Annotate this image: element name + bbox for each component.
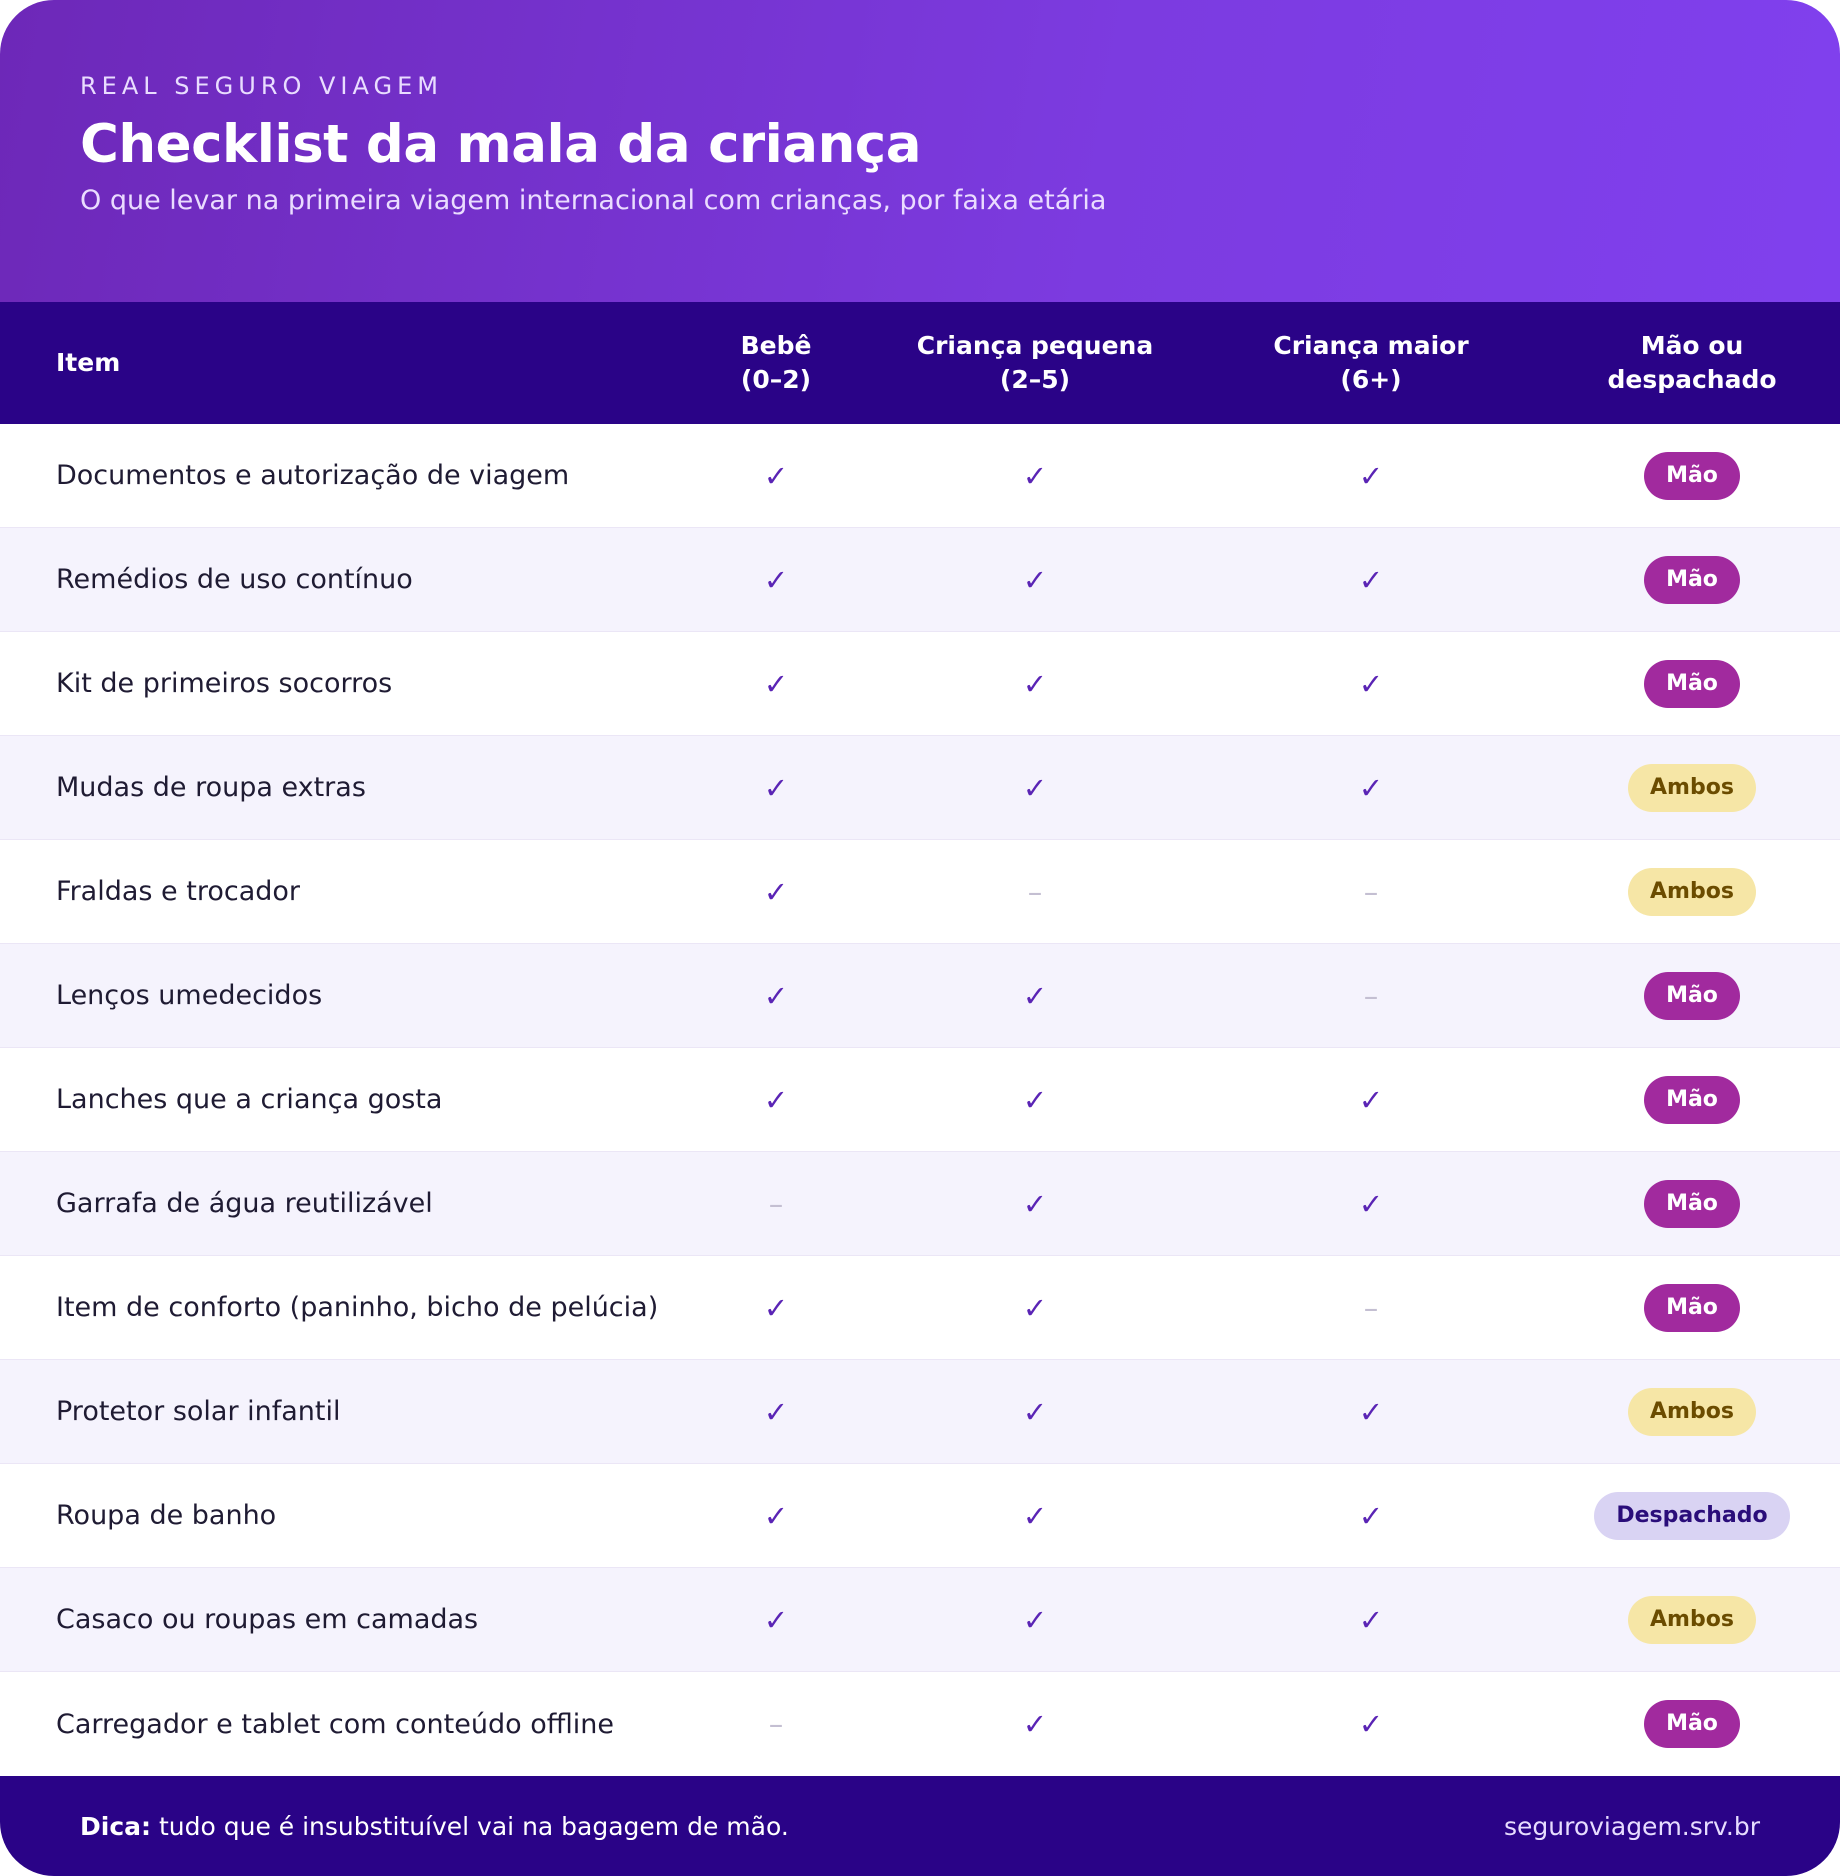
table-row bbox=[0, 944, 1840, 1048]
check-icon: ✓ bbox=[763, 1082, 789, 1117]
bag-type-cell bbox=[1544, 1596, 1840, 1644]
older-child-cell bbox=[1198, 771, 1544, 805]
older-child-cell bbox=[1198, 1083, 1544, 1117]
dash-icon: – bbox=[1363, 1290, 1379, 1325]
table-row bbox=[0, 424, 1840, 528]
check-icon: ✓ bbox=[1358, 770, 1384, 805]
check-icon: ✓ bbox=[763, 458, 789, 493]
column-header-bag-type: Mão ou despachado bbox=[1607, 331, 1777, 394]
item-name: Item de conforto (paninho, bicho de pelúcia) bbox=[56, 1292, 659, 1323]
small-child-cell bbox=[872, 1499, 1198, 1533]
bag-type-badge: Mão bbox=[1644, 556, 1740, 604]
bag-type-cell bbox=[1544, 1076, 1840, 1124]
bag-type-badge: Ambos bbox=[1628, 764, 1756, 812]
bag-type-badge: Mão bbox=[1644, 1180, 1740, 1228]
page-subtitle: O que levar na primeira viagem internacional com crianças, por faixa etária bbox=[80, 185, 1107, 216]
column-header-older-child: Criança maior (6+) bbox=[1273, 331, 1469, 394]
table-row bbox=[0, 1256, 1840, 1360]
small-child-cell bbox=[872, 875, 1198, 909]
check-icon: ✓ bbox=[1022, 666, 1048, 701]
table-row bbox=[0, 1568, 1840, 1672]
table-row bbox=[0, 1152, 1840, 1256]
hero-header bbox=[0, 0, 1840, 302]
check-icon: ✓ bbox=[1358, 458, 1384, 493]
item-name: Kit de primeiros socorros bbox=[56, 668, 393, 699]
bag-type-badge: Despachado bbox=[1594, 1492, 1789, 1540]
check-icon: ✓ bbox=[1022, 1082, 1048, 1117]
item-name: Documentos e autorização de viagem bbox=[56, 460, 570, 491]
baby-cell bbox=[680, 771, 872, 805]
bag-type-cell bbox=[1544, 868, 1840, 916]
dash-icon: – bbox=[768, 1707, 784, 1741]
check-icon: ✓ bbox=[1358, 1707, 1384, 1741]
item-name: Carregador e tablet com conteúdo offline bbox=[56, 1708, 615, 1740]
item-name: Casaco ou roupas em camadas bbox=[56, 1604, 479, 1635]
small-child-cell bbox=[872, 1707, 1198, 1741]
baby-cell bbox=[680, 979, 872, 1013]
check-icon: ✓ bbox=[1358, 1498, 1384, 1533]
baby-cell bbox=[680, 1291, 872, 1325]
bag-type-badge: Mão bbox=[1644, 1284, 1740, 1332]
small-child-cell bbox=[872, 563, 1198, 597]
older-child-cell bbox=[1198, 667, 1544, 701]
small-child-cell bbox=[872, 979, 1198, 1013]
older-child-cell bbox=[1198, 1707, 1544, 1741]
item-name: Lanches que a criança gosta bbox=[56, 1084, 443, 1115]
bag-type-badge: Mão bbox=[1644, 452, 1740, 500]
small-child-cell bbox=[872, 771, 1198, 805]
check-icon: ✓ bbox=[1022, 770, 1048, 805]
check-icon: ✓ bbox=[1022, 1602, 1048, 1637]
item-name: Garrafa de água reutilizável bbox=[56, 1188, 433, 1219]
check-icon: ✓ bbox=[763, 1394, 789, 1429]
older-child-cell bbox=[1198, 875, 1544, 909]
bag-type-badge: Ambos bbox=[1628, 868, 1756, 916]
bag-type-badge: Mão bbox=[1644, 1076, 1740, 1124]
item-name: Mudas de roupa extras bbox=[56, 772, 366, 803]
check-icon: ✓ bbox=[763, 1602, 789, 1637]
check-icon: ✓ bbox=[1022, 458, 1048, 493]
check-icon: ✓ bbox=[1358, 562, 1384, 597]
bag-type-cell bbox=[1544, 660, 1840, 708]
small-child-cell bbox=[872, 1187, 1198, 1221]
small-child-cell bbox=[872, 1395, 1198, 1429]
item-name: Roupa de banho bbox=[56, 1500, 277, 1531]
check-icon: ✓ bbox=[1022, 1290, 1048, 1325]
table-row bbox=[0, 1360, 1840, 1464]
brand-name: REAL SEGURO VIAGEM bbox=[80, 72, 443, 100]
dash-icon: – bbox=[1027, 874, 1043, 909]
older-child-cell bbox=[1198, 1291, 1544, 1325]
dash-icon: – bbox=[768, 1186, 784, 1221]
tip-text: tudo que é insubstituível vai na bagagem de mão. bbox=[158, 1811, 789, 1841]
bag-type-badge: Ambos bbox=[1628, 1596, 1756, 1644]
bag-type-cell bbox=[1544, 972, 1840, 1020]
older-child-cell bbox=[1198, 459, 1544, 493]
baby-cell bbox=[680, 875, 872, 909]
table-row bbox=[0, 840, 1840, 944]
bag-type-cell bbox=[1544, 556, 1840, 604]
older-child-cell bbox=[1198, 1603, 1544, 1637]
small-child-cell bbox=[872, 1083, 1198, 1117]
dash-icon: – bbox=[1363, 874, 1379, 909]
bag-type-cell bbox=[1544, 764, 1840, 812]
bag-type-badge: Mão bbox=[1644, 972, 1740, 1020]
table-row bbox=[0, 632, 1840, 736]
older-child-cell bbox=[1198, 563, 1544, 597]
check-icon: ✓ bbox=[1022, 1394, 1048, 1429]
bag-type-badge: Mão bbox=[1644, 1700, 1740, 1748]
check-icon: ✓ bbox=[1358, 666, 1384, 701]
item-name: Remédios de uso contínuo bbox=[56, 564, 413, 595]
table-row bbox=[0, 528, 1840, 632]
check-icon: ✓ bbox=[1358, 1602, 1384, 1637]
older-child-cell bbox=[1198, 1499, 1544, 1533]
small-child-cell bbox=[872, 667, 1198, 701]
baby-cell bbox=[680, 459, 872, 493]
check-icon: ✓ bbox=[1022, 1498, 1048, 1533]
tip-label: Dica: bbox=[80, 1811, 152, 1841]
bag-type-cell bbox=[1544, 1700, 1840, 1748]
small-child-cell bbox=[872, 1291, 1198, 1325]
check-icon: ✓ bbox=[1022, 562, 1048, 597]
baby-cell bbox=[680, 1707, 872, 1741]
check-icon: ✓ bbox=[1358, 1186, 1384, 1221]
footer-tip bbox=[80, 1812, 789, 1841]
baby-cell bbox=[680, 1083, 872, 1117]
check-icon: ✓ bbox=[763, 770, 789, 805]
bag-type-cell bbox=[1544, 1180, 1840, 1228]
bag-type-cell bbox=[1544, 1492, 1840, 1540]
check-icon: ✓ bbox=[763, 666, 789, 701]
item-name: Lenços umedecidos bbox=[56, 980, 323, 1011]
baby-cell bbox=[680, 1603, 872, 1637]
table-header bbox=[0, 302, 1840, 424]
check-icon: ✓ bbox=[1022, 978, 1048, 1013]
item-name: Protetor solar infantil bbox=[56, 1396, 341, 1427]
table-row bbox=[0, 736, 1840, 840]
bag-type-cell bbox=[1544, 1284, 1840, 1332]
older-child-cell bbox=[1198, 1395, 1544, 1429]
check-icon: ✓ bbox=[763, 1498, 789, 1533]
table-row bbox=[0, 1048, 1840, 1152]
bag-type-badge: Ambos bbox=[1628, 1388, 1756, 1436]
footer bbox=[0, 1776, 1840, 1876]
table-body bbox=[0, 424, 1840, 1776]
check-icon: ✓ bbox=[763, 978, 789, 1013]
item-name: Fraldas e trocador bbox=[56, 876, 301, 907]
page-title: Checklist da mala da criança bbox=[80, 114, 921, 175]
check-icon: ✓ bbox=[763, 562, 789, 597]
older-child-cell bbox=[1198, 1187, 1544, 1221]
check-icon: ✓ bbox=[1358, 1082, 1384, 1117]
baby-cell bbox=[680, 1499, 872, 1533]
small-child-cell bbox=[872, 459, 1198, 493]
check-icon: ✓ bbox=[1022, 1186, 1048, 1221]
baby-cell bbox=[680, 1187, 872, 1221]
check-icon: ✓ bbox=[763, 874, 789, 909]
footer-url[interactable]: seguroviagem.srv.br bbox=[1503, 1811, 1760, 1841]
baby-cell bbox=[680, 1395, 872, 1429]
older-child-cell bbox=[1198, 979, 1544, 1013]
dash-icon: – bbox=[1363, 978, 1379, 1013]
table-row bbox=[0, 1672, 1840, 1776]
bag-type-cell bbox=[1544, 1388, 1840, 1436]
bag-type-badge: Mão bbox=[1644, 660, 1740, 708]
bag-type-cell bbox=[1544, 452, 1840, 500]
baby-cell bbox=[680, 563, 872, 597]
check-icon: ✓ bbox=[763, 1290, 789, 1325]
check-icon: ✓ bbox=[1358, 1394, 1384, 1429]
table-row bbox=[0, 1464, 1840, 1568]
column-header-baby: Bebê (0–2) bbox=[740, 331, 812, 394]
check-icon: ✓ bbox=[1022, 1707, 1048, 1741]
baby-cell bbox=[680, 667, 872, 701]
small-child-cell bbox=[872, 1603, 1198, 1637]
column-header-small-child: Criança pequena (2–5) bbox=[916, 331, 1154, 394]
column-header-item: Item bbox=[56, 348, 121, 377]
